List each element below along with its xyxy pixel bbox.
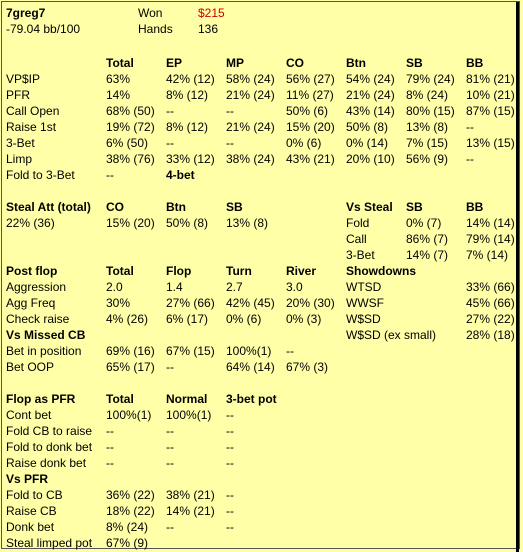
position-row-cell: -- — [226, 104, 234, 118]
flop-as-pfr-col-normal: Normal — [166, 392, 208, 406]
vs-steal-row-label: Fold — [346, 216, 370, 230]
vs-missed-cb-row-cell: -- — [286, 344, 294, 358]
vs-pfr-row-cell: 36% (22) — [106, 488, 155, 502]
flop-as-pfr-col-3bet: 3-bet pot — [226, 392, 277, 406]
vs-pfr-row-cell: -- — [226, 520, 234, 534]
vs-steal-row-cell: 86% (7) — [406, 232, 449, 246]
position-row-cell: 79% (24) — [406, 72, 455, 86]
position-row-cell: 10% (21) — [466, 88, 515, 102]
postflop-row-cell: 2.7 — [226, 280, 243, 294]
vs-pfr-row-cell: -- — [226, 488, 234, 502]
position-row-cell: 7% (15) — [406, 136, 449, 150]
vs-steal-row-cell: 14% (7) — [406, 248, 449, 262]
postflop-row-cell: 3.0 — [286, 280, 303, 294]
flop-as-pfr-row-cell: -- — [106, 440, 114, 454]
vs-steal-col-bb: BB — [466, 200, 484, 214]
position-row-cell: 13% (15) — [466, 136, 515, 150]
steal-co: 15% (20) — [106, 216, 155, 230]
position-row-cell: 63% — [106, 72, 131, 86]
flop-as-pfr-row-cell: -- — [226, 424, 234, 438]
position-row-cell: 8% (12) — [166, 120, 209, 134]
showdown-label: W$SD — [346, 312, 381, 326]
postflop-row-cell: 30% — [106, 296, 131, 310]
position-row-label: Raise 1st — [6, 120, 57, 134]
showdown-value: 45% (66) — [466, 296, 515, 310]
postflop-row-cell: 27% (66) — [166, 296, 215, 310]
position-row-cell: 6% (50) — [106, 136, 149, 150]
position-row-cell: 15% (20) — [286, 120, 335, 134]
vs-steal-row-label: Call — [346, 232, 367, 246]
vs-missed-cb-row-label: Bet OOP — [6, 360, 55, 374]
position-row-cell: 43% (21) — [286, 152, 335, 166]
vs-missed-cb-row-cell: 100%(1) — [226, 344, 272, 358]
player-name: 7greg7 — [6, 6, 46, 20]
position-row-cell: 14% — [106, 88, 131, 102]
position-row-cell: 13% (8) — [406, 120, 449, 134]
postflop-row-cell: 0% (3) — [286, 312, 322, 326]
flop-as-pfr-row-cell: -- — [106, 424, 114, 438]
flop-as-pfr-row-label: Cont bet — [6, 408, 52, 422]
showdown-label: WWSF — [346, 296, 384, 310]
flop-as-pfr-row-cell: 100%(1) — [106, 408, 152, 422]
position-row-cell: 8% (12) — [166, 88, 209, 102]
position-row-cell: 38% (76) — [106, 152, 155, 166]
postflop-col-header: Flop — [166, 264, 192, 278]
showdown-label: WTSD — [346, 280, 382, 294]
steal-total: 22% (36) — [6, 216, 55, 230]
vs-missed-cb-row-cell: 67% (15) — [166, 344, 215, 358]
vs-pfr-title: Vs PFR — [6, 472, 49, 486]
flop-as-pfr-row-cell: -- — [166, 424, 174, 438]
vs-missed-cb-row-cell: 69% (16) — [106, 344, 155, 358]
bb-per-100: -79.04 bb/100 — [6, 22, 81, 36]
position-row-cell: 50% (8) — [346, 120, 389, 134]
position-row-cell: 19% (72) — [106, 120, 155, 134]
vs-pfr-row-cell: 67% (9) — [106, 536, 149, 550]
showdown-value: 33% (66) — [466, 280, 515, 294]
vs-pfr-row-cell: 14% (21) — [166, 504, 215, 518]
flop-as-pfr-col-total: Total — [106, 392, 134, 406]
scrollbar[interactable] — [516, 2, 519, 552]
position-row-cell: 42% (12) — [166, 72, 215, 86]
vs-steal-col-sb: SB — [406, 200, 423, 214]
postflop-row-label: Check raise — [6, 312, 70, 326]
vs-pfr-row-label: Donk bet — [6, 520, 55, 534]
vs-pfr-row-cell: -- — [226, 504, 234, 518]
position-row-cell: -- — [226, 136, 234, 150]
position-row-cell: -- — [466, 152, 474, 166]
vs-missed-cb-row-cell: 67% (3) — [286, 360, 329, 374]
showdowns-title: Showdowns — [346, 264, 416, 278]
showdown-value: 27% (22) — [466, 312, 515, 326]
steal-sb: 13% (8) — [226, 216, 269, 230]
steal-col-sb: SB — [226, 200, 243, 214]
vs-steal-row-label: 3-Bet — [346, 248, 375, 262]
vs-pfr-row-label: Fold to CB — [6, 488, 63, 502]
position-row-cell: -- — [166, 136, 174, 150]
vs-missed-cb-row-label: Bet in position — [6, 344, 82, 358]
flop-as-pfr-title: Flop as PFR — [6, 392, 76, 406]
position-row-cell: 11% (27) — [286, 88, 334, 102]
postflop-col-header: Total — [106, 264, 134, 278]
position-row-cell: 21% (24) — [226, 88, 275, 102]
position-row-cell: 80% (15) — [406, 104, 455, 118]
vs-missed-cb-title: Vs Missed CB — [6, 328, 86, 342]
position-row-cell: 50% (6) — [286, 104, 329, 118]
won-label: Won — [138, 6, 163, 20]
position-row-cell: 43% (14) — [346, 104, 395, 118]
position-row-cell: 0% (6) — [286, 136, 322, 150]
postflop-row-cell: 6% (17) — [166, 312, 209, 326]
position-row-cell: -- — [466, 120, 474, 134]
flop-as-pfr-row-cell: -- — [166, 440, 174, 454]
vs-pfr-row-cell: 18% (22) — [106, 504, 155, 518]
position-row-cell: -- — [166, 104, 174, 118]
player-stats-hud — [1, 1, 520, 549]
position-row-cell: 87% (15) — [466, 104, 515, 118]
position-col-header: EP — [166, 56, 183, 70]
won-value: $215 — [198, 6, 225, 20]
position-row-cell: 8% (24) — [406, 88, 449, 102]
postflop-col-header: River — [286, 264, 317, 278]
postflop-col-header: Turn — [226, 264, 252, 278]
flop-as-pfr-row-cell: -- — [226, 440, 234, 454]
position-row-cell: 20% (10) — [346, 152, 395, 166]
vs-missed-cb-row-cell: -- — [166, 360, 174, 374]
vs-steal-row-cell: 7% (14) — [466, 248, 509, 262]
postflop-row-cell: 0% (6) — [226, 312, 262, 326]
postflop-row-label: Agg Freq — [6, 296, 56, 310]
position-col-header: Total — [106, 56, 134, 70]
position-col-header: CO — [286, 56, 304, 70]
postflop-title: Post flop — [6, 264, 58, 278]
steal-title: Steal Att (total) — [6, 200, 91, 214]
position-row-cell: 54% (24) — [346, 72, 395, 86]
position-col-header: SB — [406, 56, 423, 70]
position-row-cell: 58% (24) — [226, 72, 275, 86]
position-col-header: MP — [226, 56, 244, 70]
showdown-value: 28% (18) — [466, 328, 515, 342]
position-row-label: PFR — [6, 88, 30, 102]
vs-missed-cb-row-cell: 65% (17) — [106, 360, 155, 374]
flop-as-pfr-row-cell: -- — [106, 456, 114, 470]
flop-as-pfr-row-cell: -- — [226, 456, 234, 470]
vs-missed-cb-row-cell: 64% (14) — [226, 360, 275, 374]
steal-col-co: CO — [106, 200, 124, 214]
position-row-cell: 38% (24) — [226, 152, 275, 166]
flop-as-pfr-row-label: Fold to donk bet — [6, 440, 93, 454]
position-row-cell: 33% (12) — [166, 152, 215, 166]
position-row-label: VP$IP — [6, 72, 41, 86]
vs-steal-row-cell: 0% (7) — [406, 216, 442, 230]
flop-as-pfr-row-label: Fold CB to raise — [6, 424, 93, 438]
hands-value: 136 — [198, 22, 219, 36]
showdown-label: W$SD (ex small) — [346, 328, 437, 342]
vs-pfr-row-label: Steal limped pot — [6, 536, 93, 550]
postflop-row-cell: 2.0 — [106, 280, 123, 294]
postflop-row-cell: 4% (26) — [106, 312, 149, 326]
position-row-label: Fold to 3-Bet — [6, 168, 75, 182]
position-col-header: BB — [466, 56, 484, 70]
position-row-cell: 56% (9) — [406, 152, 449, 166]
postflop-row-label: Aggression — [6, 280, 67, 294]
position-row-cell: 81% (21) — [466, 72, 515, 86]
vs-steal-row-cell: 14% (14) — [466, 216, 515, 230]
flop-as-pfr-row-cell: -- — [226, 408, 234, 422]
position-col-header: Btn — [346, 56, 366, 70]
position-row-cell: -- — [106, 168, 114, 182]
vs-steal-title: Vs Steal — [346, 200, 393, 214]
position-row-cell: 21% (24) — [226, 120, 275, 134]
flop-as-pfr-row-cell: -- — [166, 456, 174, 470]
postflop-row-cell: 1.4 — [166, 280, 183, 294]
position-row-label: Call Open — [6, 104, 60, 118]
vs-pfr-row-label: Raise CB — [6, 504, 57, 518]
steal-btn: 50% (8) — [166, 216, 209, 230]
position-row-cell: 4-bet — [166, 168, 195, 182]
postflop-row-cell: 42% (45) — [226, 296, 275, 310]
position-row-cell: 56% (27) — [286, 72, 335, 86]
flop-as-pfr-row-cell: 100%(1) — [166, 408, 212, 422]
postflop-row-cell: 20% (30) — [286, 296, 335, 310]
position-row-label: 3-Bet — [6, 136, 35, 150]
vs-pfr-row-cell: -- — [166, 520, 174, 534]
steal-col-btn: Btn — [166, 200, 186, 214]
position-row-cell: 21% (24) — [346, 88, 395, 102]
vs-pfr-row-cell: 38% (21) — [166, 488, 215, 502]
vs-pfr-row-cell: 8% (24) — [106, 520, 149, 534]
vs-steal-row-cell: 79% (14) — [466, 232, 515, 246]
position-row-cell: 0% (14) — [346, 136, 389, 150]
hands-label: Hands — [138, 22, 173, 36]
position-row-cell: 68% (50) — [106, 104, 155, 118]
flop-as-pfr-row-label: Raise donk bet — [6, 456, 87, 470]
position-row-label: Limp — [6, 152, 33, 166]
